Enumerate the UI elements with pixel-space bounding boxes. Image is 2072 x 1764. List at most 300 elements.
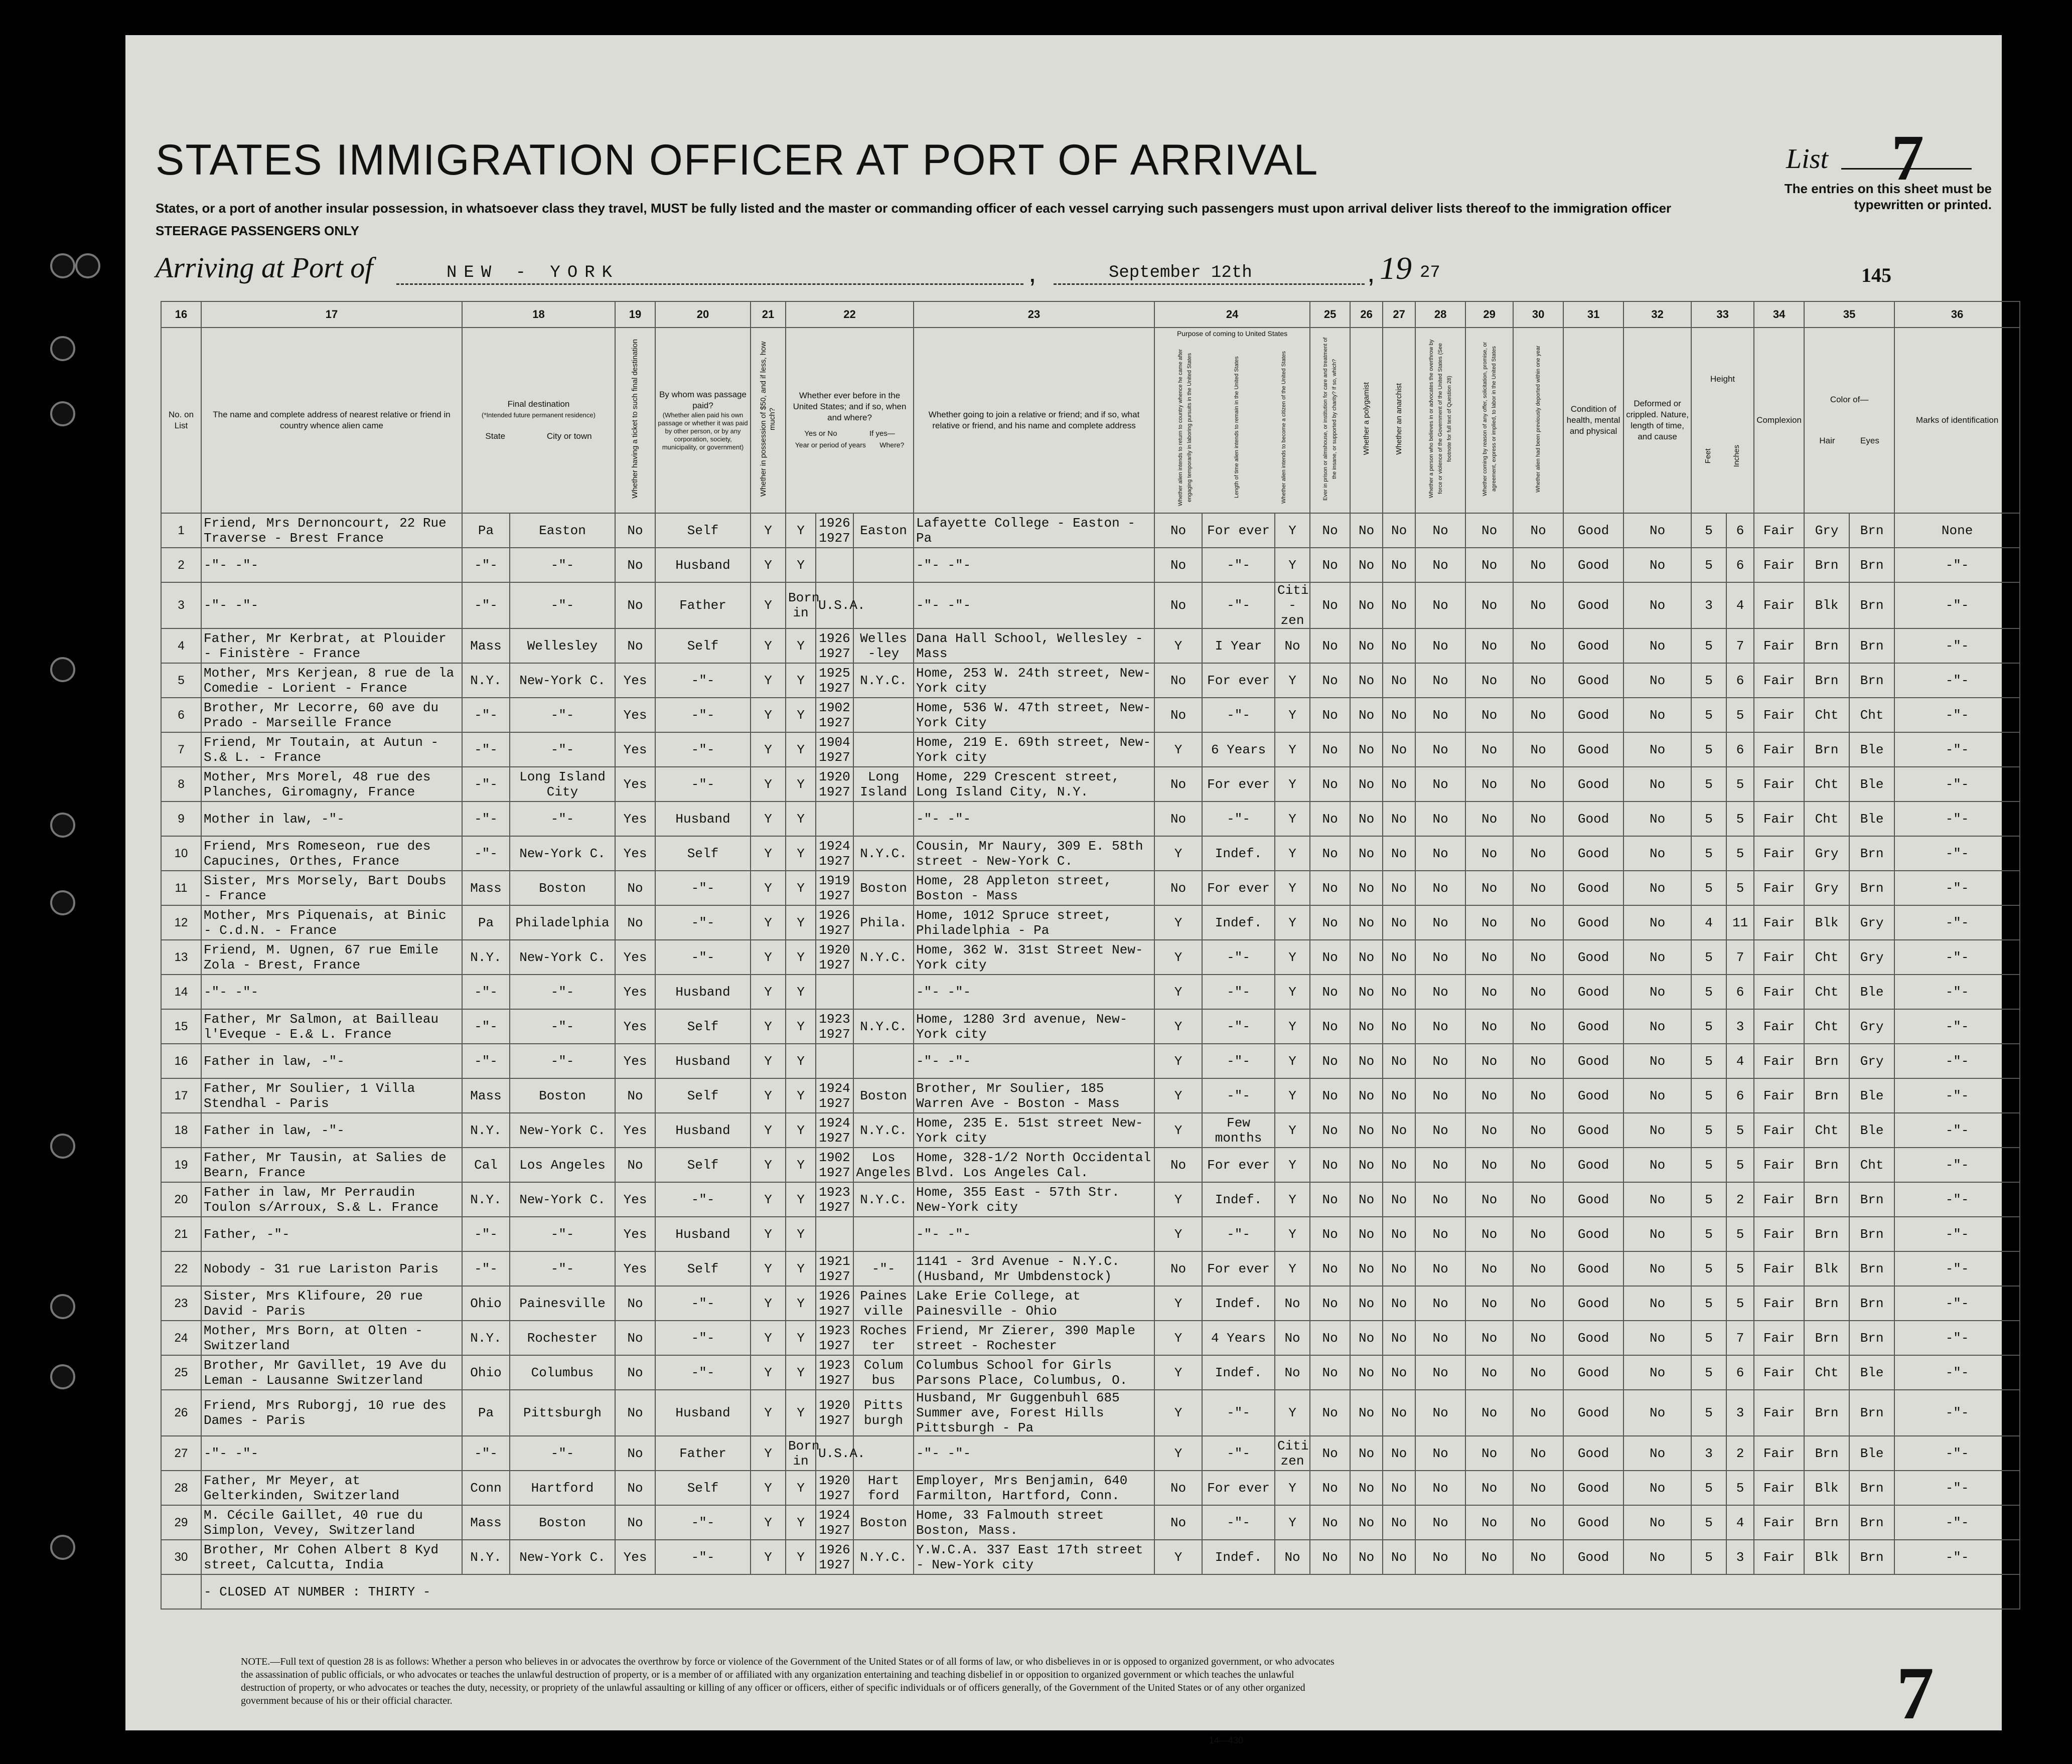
ticket-cell: Yes: [615, 940, 655, 975]
height-feet-cell: 5: [1691, 836, 1726, 871]
height-feet-cell: 5: [1691, 1355, 1726, 1390]
fifty-cell: Y: [751, 1148, 786, 1182]
paid-by-cell: Husband: [655, 548, 751, 582]
q28-cell: No: [1415, 940, 1465, 975]
eye-color-cell: Brn: [1849, 871, 1894, 905]
q30-cell: No: [1513, 940, 1563, 975]
relative-address: Sister, Mrs Morsely, Bart Doubs - France: [201, 871, 462, 905]
eye-color-cell: Ble: [1849, 975, 1894, 1009]
where-cell: Welles -ley: [853, 628, 914, 663]
fifty-cell: Y: [751, 1355, 786, 1390]
table-row: [161, 1113, 2020, 1148]
hair-color-cell: Brn: [1804, 628, 1849, 663]
complexion-cell: Fair: [1754, 1251, 1804, 1286]
length-of-stay-cell: -"-: [1202, 1436, 1275, 1471]
q28-cell: No: [1415, 905, 1465, 940]
state-cell: Mass: [462, 1078, 510, 1113]
relative-address: M. Cécile Gaillet, 40 rue du Simplon, Vevey, Switzerland: [201, 1505, 462, 1540]
eye-color-cell: Brn: [1849, 582, 1894, 628]
length-of-stay-cell: For ever: [1202, 871, 1275, 905]
hair-color-cell: Brn: [1804, 1044, 1849, 1078]
citizen-intent-cell: Y: [1275, 663, 1310, 698]
eye-color-cell: Brn: [1849, 1321, 1894, 1355]
q29-cell: No: [1465, 940, 1513, 975]
before-us-cell: Y: [786, 767, 816, 801]
relative-address: Friend, M. Ugnen, 67 rue Emile Zola - Brest, France: [201, 940, 462, 975]
height-inches-cell: 4: [1726, 1044, 1754, 1078]
polygamist-cell: No: [1350, 1390, 1383, 1436]
before-us-cell: Y: [786, 1540, 816, 1574]
citizen-intent-cell: No: [1275, 1286, 1310, 1321]
purpose-return-cell: Y: [1154, 1436, 1202, 1471]
fifty-cell: Y: [751, 1471, 786, 1505]
state-cell: -"-: [462, 1044, 510, 1078]
length-of-stay-cell: For ever: [1202, 767, 1275, 801]
q28-cell: No: [1415, 1113, 1465, 1148]
height-inches-cell: 5: [1726, 1286, 1754, 1321]
joining-cell: Home, 219 E. 69th street, New-York city: [914, 732, 1154, 767]
relative-address: Father in law, -"-: [201, 1044, 462, 1078]
citizen-intent-cell: Y: [1275, 975, 1310, 1009]
where-cell: N.Y.C.: [853, 836, 914, 871]
hair-color-cell: Brn: [1804, 732, 1849, 767]
q30-cell: No: [1513, 1182, 1563, 1217]
deformed-cell: No: [1623, 801, 1691, 836]
q29-cell: No: [1465, 1182, 1513, 1217]
prison-cell: No: [1310, 1148, 1350, 1182]
paid-by-cell: -"-: [655, 1505, 751, 1540]
complexion-cell: Fair: [1754, 1471, 1804, 1505]
q28-cell: No: [1415, 1286, 1465, 1321]
joining-cell: -"- -"-: [914, 1217, 1154, 1251]
ticket-cell: Yes: [615, 1217, 655, 1251]
header-complexion: Complexion: [1754, 328, 1804, 513]
relative-address: Friend, Mrs Dernoncourt, 22 Rue Traverse - Brest France: [201, 513, 462, 548]
ticket-cell: No: [615, 1148, 655, 1182]
before-us-cell: Y: [786, 1471, 816, 1505]
table-row: [161, 663, 2020, 698]
where-cell: Paines ville: [853, 1286, 914, 1321]
ticket-cell: No: [615, 1390, 655, 1436]
anarchist-cell: No: [1383, 905, 1415, 940]
hair-color-cell: Blk: [1804, 1540, 1849, 1574]
deformed-cell: No: [1623, 1471, 1691, 1505]
height-feet-cell: 5: [1691, 1286, 1726, 1321]
city-cell: Easton: [510, 513, 615, 548]
complexion-cell: Fair: [1754, 513, 1804, 548]
q30-cell: No: [1513, 975, 1563, 1009]
marks-cell: -"-: [1894, 975, 2020, 1009]
q28-cell: No: [1415, 513, 1465, 548]
fifty-cell: Y: [751, 1217, 786, 1251]
fifty-cell: Y: [751, 698, 786, 732]
health-cell: Good: [1563, 1540, 1623, 1574]
marks-cell: -"-: [1894, 836, 2020, 871]
fifty-cell: Y: [751, 582, 786, 628]
sheet-number-stamp: 7: [1896, 1652, 1934, 1735]
health-cell: Good: [1563, 732, 1623, 767]
paid-by-cell: Husband: [655, 1217, 751, 1251]
year-cell: 1920 1927: [816, 1471, 853, 1505]
anarchist-cell: No: [1383, 801, 1415, 836]
fifty-cell: Y: [751, 1540, 786, 1574]
binder-hole: [50, 813, 75, 838]
fifty-cell: Y: [751, 767, 786, 801]
relative-address: Father, Mr Meyer, at Gelterkinden, Switzerland: [201, 1471, 462, 1505]
ticket-cell: Yes: [615, 975, 655, 1009]
q30-cell: No: [1513, 836, 1563, 871]
paid-by-cell: Husband: [655, 801, 751, 836]
length-of-stay-cell: For ever: [1202, 1471, 1275, 1505]
date-value: September 12th: [1109, 263, 1252, 282]
paid-by-cell: Self: [655, 628, 751, 663]
height-feet-cell: 5: [1691, 513, 1726, 548]
prison-cell: No: [1310, 1182, 1350, 1217]
length-of-stay-cell: -"-: [1202, 801, 1275, 836]
table-row: [161, 1044, 2020, 1078]
before-us-cell: Y: [786, 663, 816, 698]
relative-address: -"- -"-: [201, 582, 462, 628]
height-feet-cell: 5: [1691, 1217, 1726, 1251]
prison-cell: No: [1310, 1251, 1350, 1286]
year-prefix: 19: [1380, 250, 1412, 286]
row-number: 30: [161, 1540, 201, 1574]
hair-color-cell: Cht: [1804, 698, 1849, 732]
polygamist-cell: No: [1350, 871, 1383, 905]
marks-cell: -"-: [1894, 1540, 2020, 1574]
eye-color-cell: Brn: [1849, 513, 1894, 548]
citizen-intent-cell: Y: [1275, 1113, 1310, 1148]
ticket-cell: Yes: [615, 801, 655, 836]
where-cell: [853, 732, 914, 767]
q28-cell: No: [1415, 1471, 1465, 1505]
before-us-cell: Born in: [786, 582, 816, 628]
deformed-cell: No: [1623, 836, 1691, 871]
anarchist-cell: No: [1383, 1009, 1415, 1044]
height-feet-cell: 5: [1691, 1044, 1726, 1078]
height-inches-cell: 7: [1726, 940, 1754, 975]
row-number: 19: [161, 1148, 201, 1182]
length-of-stay-cell: Indef.: [1202, 1540, 1275, 1574]
q30-cell: No: [1513, 1436, 1563, 1471]
paid-by-cell: Husband: [655, 1113, 751, 1148]
complexion-cell: Fair: [1754, 1217, 1804, 1251]
city-cell: Rochester: [510, 1321, 615, 1355]
purpose-return-cell: Y: [1154, 1182, 1202, 1217]
q28-cell: No: [1415, 1009, 1465, 1044]
q28-cell: No: [1415, 1355, 1465, 1390]
purpose-return-cell: No: [1154, 1471, 1202, 1505]
complexion-cell: Fair: [1754, 1321, 1804, 1355]
paid-by-cell: Self: [655, 836, 751, 871]
hair-color-cell: Cht: [1804, 940, 1849, 975]
prison-cell: No: [1310, 1355, 1350, 1390]
polygamist-cell: No: [1350, 801, 1383, 836]
joining-cell: Home, 536 W. 47th street, New-York City: [914, 698, 1154, 732]
polygamist-cell: No: [1350, 1148, 1383, 1182]
eye-color-cell: Ble: [1849, 732, 1894, 767]
purpose-return-cell: No: [1154, 698, 1202, 732]
joining-cell: Home, 1012 Spruce street, Philadelphia - Pa: [914, 905, 1154, 940]
city-cell: -"-: [510, 548, 615, 582]
state-cell: -"-: [462, 975, 510, 1009]
anarchist-cell: No: [1383, 1540, 1415, 1574]
joining-cell: Y.W.C.A. 337 East 17th street - New-York city: [914, 1540, 1154, 1574]
q30-cell: No: [1513, 801, 1563, 836]
eye-color-cell: Brn: [1849, 1390, 1894, 1436]
fifty-cell: Y: [751, 1009, 786, 1044]
before-us-cell: Y: [786, 905, 816, 940]
row-number: 18: [161, 1113, 201, 1148]
purpose-return-cell: No: [1154, 1505, 1202, 1540]
city-cell: -"-: [510, 1044, 615, 1078]
table-row: [161, 836, 2020, 871]
city-cell: -"-: [510, 698, 615, 732]
joining-cell: -"- -"-: [914, 548, 1154, 582]
length-of-stay-cell: Indef.: [1202, 1182, 1275, 1217]
health-cell: Good: [1563, 1390, 1623, 1436]
header-final-destination: Final destination (*Intended future permanent residence) State City or town: [462, 328, 615, 513]
eye-color-cell: Ble: [1849, 1113, 1894, 1148]
deformed-cell: No: [1623, 1321, 1691, 1355]
state-cell: -"-: [462, 1436, 510, 1471]
hair-color-cell: Gry: [1804, 871, 1849, 905]
header-deformed: Deformed or crippled. Nature, length of time, and cause: [1623, 328, 1691, 513]
relative-address: -"- -"-: [201, 975, 462, 1009]
where-cell: Colum bus: [853, 1355, 914, 1390]
length-of-stay-cell: -"-: [1202, 548, 1275, 582]
hair-color-cell: Brn: [1804, 1390, 1849, 1436]
q29-cell: No: [1465, 663, 1513, 698]
city-cell: Boston: [510, 1078, 615, 1113]
q28-cell: No: [1415, 698, 1465, 732]
table-row: [161, 940, 2020, 975]
paid-by-cell: -"-: [655, 767, 751, 801]
relative-address: Mother, Mrs Morel, 48 rue des Planches, Giromagny, France: [201, 767, 462, 801]
height-inches-cell: 5: [1726, 1251, 1754, 1286]
state-cell: N.Y.: [462, 1540, 510, 1574]
complexion-cell: Fair: [1754, 975, 1804, 1009]
deformed-cell: No: [1623, 1182, 1691, 1217]
where-cell: Roches ter: [853, 1321, 914, 1355]
deformed-cell: No: [1623, 1148, 1691, 1182]
before-us-cell: Y: [786, 801, 816, 836]
length-of-stay-cell: -"-: [1202, 582, 1275, 628]
eye-color-cell: Brn: [1849, 663, 1894, 698]
table-row: [161, 801, 2020, 836]
complexion-cell: Fair: [1754, 871, 1804, 905]
state-cell: -"-: [462, 548, 510, 582]
deformed-cell: No: [1623, 663, 1691, 698]
state-cell: Pa: [462, 1390, 510, 1436]
length-of-stay-cell: -"-: [1202, 1390, 1275, 1436]
height-inches-cell: 4: [1726, 1505, 1754, 1540]
header-fifty: Whether in possession of $50, and if less, how much?: [751, 328, 786, 513]
health-cell: Good: [1563, 513, 1623, 548]
paid-by-cell: Self: [655, 1078, 751, 1113]
marks-cell: -"-: [1894, 801, 2020, 836]
ticket-cell: No: [615, 1078, 655, 1113]
height-inches-cell: 6: [1726, 548, 1754, 582]
where-cell: N.Y.C.: [853, 1113, 914, 1148]
length-of-stay-cell: Indef.: [1202, 836, 1275, 871]
health-cell: Good: [1563, 905, 1623, 940]
height-feet-cell: 5: [1691, 940, 1726, 975]
year-cell: 1926 1927: [816, 905, 853, 940]
hair-color-cell: Cht: [1804, 767, 1849, 801]
ticket-cell: Yes: [615, 1540, 655, 1574]
hair-color-cell: Cht: [1804, 1355, 1849, 1390]
ticket-cell: Yes: [615, 698, 655, 732]
joining-cell: 1141 - 3rd Avenue - N.Y.C. (Husband, Mr Umbdenstock): [914, 1251, 1154, 1286]
where-cell: N.Y.C.: [853, 1182, 914, 1217]
anarchist-cell: No: [1383, 1321, 1415, 1355]
q29-cell: No: [1465, 871, 1513, 905]
eye-color-cell: Brn: [1849, 836, 1894, 871]
before-us-cell: Y: [786, 1217, 816, 1251]
height-feet-cell: 5: [1691, 1540, 1726, 1574]
joining-cell: -"- -"-: [914, 1436, 1154, 1471]
row-number: 15: [161, 1009, 201, 1044]
deformed-cell: No: [1623, 1044, 1691, 1078]
purpose-return-cell: No: [1154, 513, 1202, 548]
height-feet-cell: 5: [1691, 1390, 1726, 1436]
fifty-cell: Y: [751, 871, 786, 905]
city-cell: Hartford: [510, 1471, 615, 1505]
prison-cell: No: [1310, 698, 1350, 732]
table-row: [161, 1471, 2020, 1505]
city-cell: -"-: [510, 1217, 615, 1251]
deformed-cell: No: [1623, 1355, 1691, 1390]
purpose-return-cell: No: [1154, 1148, 1202, 1182]
port-underline: [396, 283, 1023, 285]
eye-color-cell: Brn: [1849, 1217, 1894, 1251]
q30-cell: No: [1513, 1251, 1563, 1286]
health-cell: Good: [1563, 1286, 1623, 1321]
height-feet-cell: 5: [1691, 1148, 1726, 1182]
complexion-cell: Fair: [1754, 1436, 1804, 1471]
ticket-cell: No: [615, 1355, 655, 1390]
marks-cell: -"-: [1894, 1321, 2020, 1355]
citizen-intent-cell: Y: [1275, 1390, 1310, 1436]
joining-cell: Husband, Mr Guggenbuhl 685 Summer ave, Forest Hills Pittsburgh - Pa: [914, 1390, 1154, 1436]
paid-by-cell: Husband: [655, 1390, 751, 1436]
row-number: 29: [161, 1505, 201, 1540]
q29-cell: No: [1465, 1286, 1513, 1321]
prison-cell: No: [1310, 801, 1350, 836]
city-cell: New-York C.: [510, 1113, 615, 1148]
deformed-cell: No: [1623, 1390, 1691, 1436]
prison-cell: No: [1310, 548, 1350, 582]
where-cell: Boston: [853, 1505, 914, 1540]
purpose-return-cell: No: [1154, 767, 1202, 801]
purpose-return-cell: No: [1154, 582, 1202, 628]
instructions-line: States, or a port of another insular possession, in whatsoever class they travel, MUST be fully listed and the master or commanding officer of each vessel carrying such passengers must upon arrival deliver lists thereof to the immigration officer: [156, 201, 1672, 216]
state-cell: Mass: [462, 1505, 510, 1540]
paid-by-cell: -"-: [655, 1540, 751, 1574]
relative-address: Mother in law, -"-: [201, 801, 462, 836]
fifty-cell: Y: [751, 1044, 786, 1078]
joining-cell: Columbus School for Girls Parsons Place, Columbus, O.: [914, 1355, 1154, 1390]
complexion-cell: Fair: [1754, 698, 1804, 732]
prison-cell: No: [1310, 1217, 1350, 1251]
relative-address: Father, Mr Kerbrat, at Plouider - Finistère - France: [201, 628, 462, 663]
q29-cell: No: [1465, 732, 1513, 767]
where-cell: Los Angeles: [853, 1148, 914, 1182]
year-cell: [816, 801, 853, 836]
year-cell: 1923 1927: [816, 1355, 853, 1390]
before-us-cell: Y: [786, 871, 816, 905]
relative-address: Friend, Mr Toutain, at Autun - S.& L. - France: [201, 732, 462, 767]
row-number: 4: [161, 628, 201, 663]
polygamist-cell: No: [1350, 1009, 1383, 1044]
anarchist-cell: No: [1383, 1355, 1415, 1390]
complexion-cell: Fair: [1754, 1044, 1804, 1078]
height-inches-cell: 3: [1726, 1540, 1754, 1574]
health-cell: Good: [1563, 1505, 1623, 1540]
relative-address: Brother, Mr Gavillet, 19 Ave du Leman - Lausanne Switzerland: [201, 1355, 462, 1390]
hair-color-cell: Brn: [1804, 1321, 1849, 1355]
state-cell: N.Y.: [462, 663, 510, 698]
complexion-cell: Fair: [1754, 663, 1804, 698]
complexion-cell: Fair: [1754, 1286, 1804, 1321]
purpose-return-cell: No: [1154, 548, 1202, 582]
eye-color-cell: Brn: [1849, 1182, 1894, 1217]
anarchist-cell: No: [1383, 1044, 1415, 1078]
citizen-intent-cell: Y: [1275, 905, 1310, 940]
fifty-cell: Y: [751, 1078, 786, 1113]
citizen-intent-cell: Y: [1275, 1182, 1310, 1217]
column-header-row: [161, 328, 2020, 513]
complexion-cell: Fair: [1754, 1148, 1804, 1182]
manifest-rows: [161, 513, 2020, 1609]
row-number: 3: [161, 582, 201, 628]
q28-cell: No: [1415, 767, 1465, 801]
relative-address: Nobody - 31 rue Lariston Paris: [201, 1251, 462, 1286]
deformed-cell: No: [1623, 1113, 1691, 1148]
q28-cell: No: [1415, 1251, 1465, 1286]
health-cell: Good: [1563, 628, 1623, 663]
relative-address: Sister, Mrs Klifoure, 20 rue David - Paris: [201, 1286, 462, 1321]
deformed-cell: No: [1623, 767, 1691, 801]
complexion-cell: Fair: [1754, 628, 1804, 663]
q30-cell: No: [1513, 582, 1563, 628]
q30-cell: No: [1513, 698, 1563, 732]
table-row: [161, 513, 2020, 548]
hair-color-cell: Brn: [1804, 548, 1849, 582]
anarchist-cell: No: [1383, 582, 1415, 628]
joining-cell: Home, 235 E. 51st street New-York city: [914, 1113, 1154, 1148]
fifty-cell: Y: [751, 975, 786, 1009]
citizen-intent-cell: Y: [1275, 1044, 1310, 1078]
year-cell: U.S.A.: [816, 582, 853, 628]
health-cell: Good: [1563, 975, 1623, 1009]
where-cell: N.Y.C.: [853, 1009, 914, 1044]
joining-cell: -"- -"-: [914, 975, 1154, 1009]
relative-address: Father in law, Mr Perraudin Toulon s/Arroux, S.& L. France: [201, 1182, 462, 1217]
height-inches-cell: 3: [1726, 1390, 1754, 1436]
table-row: [161, 1251, 2020, 1286]
table-row: [161, 905, 2020, 940]
purpose-return-cell: No: [1154, 871, 1202, 905]
header-polygamist: Whether a polygamist: [1350, 328, 1383, 513]
paid-by-cell: -"-: [655, 698, 751, 732]
fifty-cell: Y: [751, 1113, 786, 1148]
where-cell: Boston: [853, 871, 914, 905]
complexion-cell: Fair: [1754, 905, 1804, 940]
health-cell: Good: [1563, 698, 1623, 732]
polygamist-cell: No: [1350, 1217, 1383, 1251]
